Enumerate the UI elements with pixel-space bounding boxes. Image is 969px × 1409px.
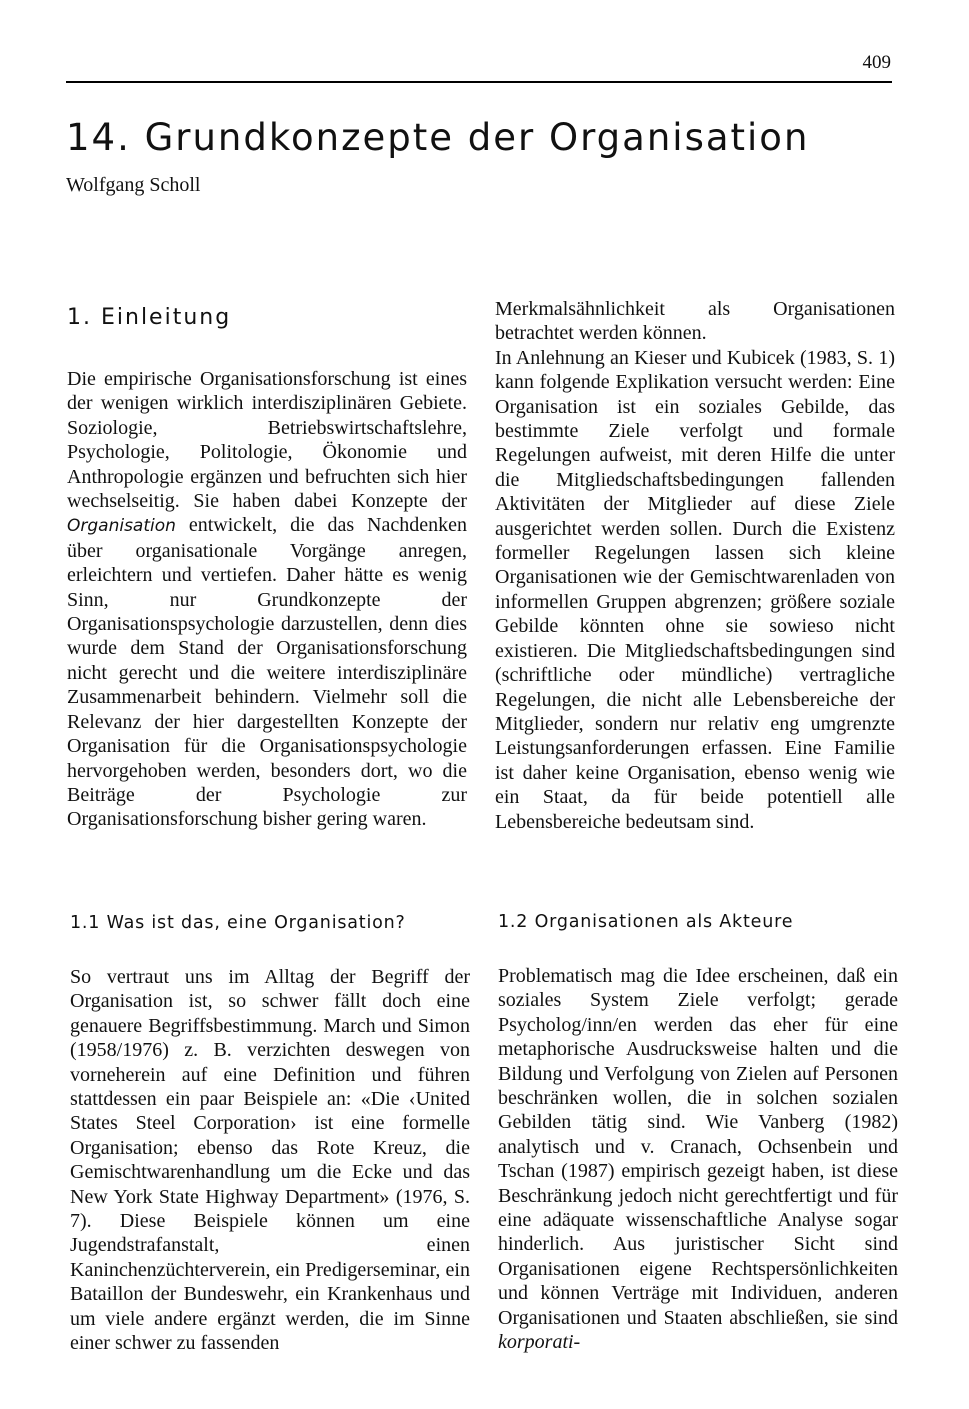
chapter-author: Wolfgang Scholl bbox=[66, 174, 201, 196]
actors-text: Problematisch mag die Idee erscheinen, daß ein soziales System Ziele verfolgt; gerade Psycholog/inn/en werden das eher für eine metaphorische Ausdrucksweise halten und die Bildung und Verfolgung von Zielen auf Personen beschränken wollen, die in solchen sozialen Gebilden tätig sind. Wie Vanberg (1982) analytisch und v. Cranach, Ochsenbein und Tschan (1987) empirisch gezeigt haben, ist diese Beschränkung jedoch nicht gerechtfertigt und für eine adäquate wissenschaftliche Analyse sogar hinderlich. Aus juristischer Sicht sind Organisationen eigene Rechtspersönlichkeiten und können Verträge mit Individuen, anderen Organisationen und Staaten abschließen, sie sind bbox=[498, 965, 898, 1329]
subsection-heading-1-1: 1.1 Was ist das, eine Organisation? bbox=[70, 913, 406, 933]
column-left-bottom bbox=[70, 965, 470, 1356]
intro-term-organisation: Organisation bbox=[67, 516, 176, 537]
header-rule bbox=[66, 81, 892, 83]
continued-paragraph: Merkmalsähnlichkeit als Organisationen betrachtet werden können. bbox=[495, 298, 895, 345]
intro-text-part-a: Die empirische Organisationsforschung ist eines der wenigen wirklich interdisziplinären Gebiete. Soziologie, Betriebswirtschaftslehre, Psychologie, Politologie, Ökonomie und Anthropologie ergänzen und befruchten sich hier wechselseitig. Sie haben dabei Konzepte der bbox=[67, 368, 467, 513]
intro-paragraph bbox=[67, 367, 467, 832]
intro-text-part-b: entwickelt, die das Nachdenken über organisationale Vorgänge anregen, erleichtern und vertiefen. Daher hätte es wenig Sinn, nur Grundkonzepte der Organisationspsychologie darzustellen, denn dies wurde dem Stand der Organisationsforschung nicht gerecht und die weitere interdisziplinäre Zusammenarbeit behindern. Vielmehr soll die Relevanz der hier dargestellten Konzepte der Organisation für die Organisationspsychologie hervorgehoben werden, besonders dort, wo die Beiträge der Psychologie zur Organisationsforschung bisher gering waren. bbox=[67, 514, 467, 831]
column-right-bottom bbox=[498, 964, 898, 1355]
explication-paragraph: In Anlehnung an Kieser und Kubicek (1983, S. 1) kann folgende Explikation versucht werden: Eine Organisation ist ein soziales Gebilde, das bestimmte Ziele verfolgt und formale Regelungen aufweist, mit deren Hilfe die unter die Mitgliedschaftsbedingungen fallenden Aktivitäten der Mitglieder auf diese Ziele ausgerichtet werden sollen. Durch die Existenz formeller Regelungen lassen sich kleine Organisationen wie der Gemischtwarenladen von informellen Gruppen abgrenzen; größere soziale Gebilde könnten ohne sie sowieso nicht existieren. Die Mitgliedschaftsbedingungen sind (schriftliche oder mündliche) vertragliche Regelungen, die nicht alle Lebensbereiche der Mitglieder, sondern nur relativ eng umgrenzte Leistungsanforderungen erfassen. Eine Familie ist daher keine Organisation, ebenso wenig wie ein Staat, da für beide potentiell alle Lebensbereiche bedeutsam sind. bbox=[495, 346, 895, 833]
definition-paragraph: So vertraut uns im Alltag der Begriff der Organisation ist, so schwer fällt doch eine genauere Begriffsbestimmung. March und Simon (1958/1976) z. B. verzichten deswegen von vorneherein auf eine Definition und führen stattdessen ein paar Beispiele an: «Die ‹United States Steel Corporation› ist eine formelle Organisation; ebenso das Rote Kreuz, die Gemischtwarenhandlung um die Ecke und das New York State Highway Department» (1976, S. 7). Diese Beispiele können um eine Jugendstrafanstalt, einen Kaninchenzüchterverein, ein Predigerseminar, ein Bataillon der Bundeswehr, ein Krankenhaus und um viele andere ergänzt werden, die im Sinne einer schwer zu fassenden bbox=[70, 966, 470, 1355]
actors-paragraph bbox=[498, 964, 898, 1355]
subsection-heading-1-2: 1.2 Organisationen als Akteure bbox=[498, 912, 794, 932]
section-heading-einleitung: 1. Einleitung bbox=[67, 305, 232, 330]
actors-italic-word: korporati- bbox=[498, 1331, 581, 1354]
column-right-top bbox=[495, 297, 895, 834]
chapter-title: 14. Grundkonzepte der Organisation bbox=[66, 116, 810, 159]
column-left-intro bbox=[67, 367, 467, 832]
page-number: 409 bbox=[862, 52, 891, 73]
